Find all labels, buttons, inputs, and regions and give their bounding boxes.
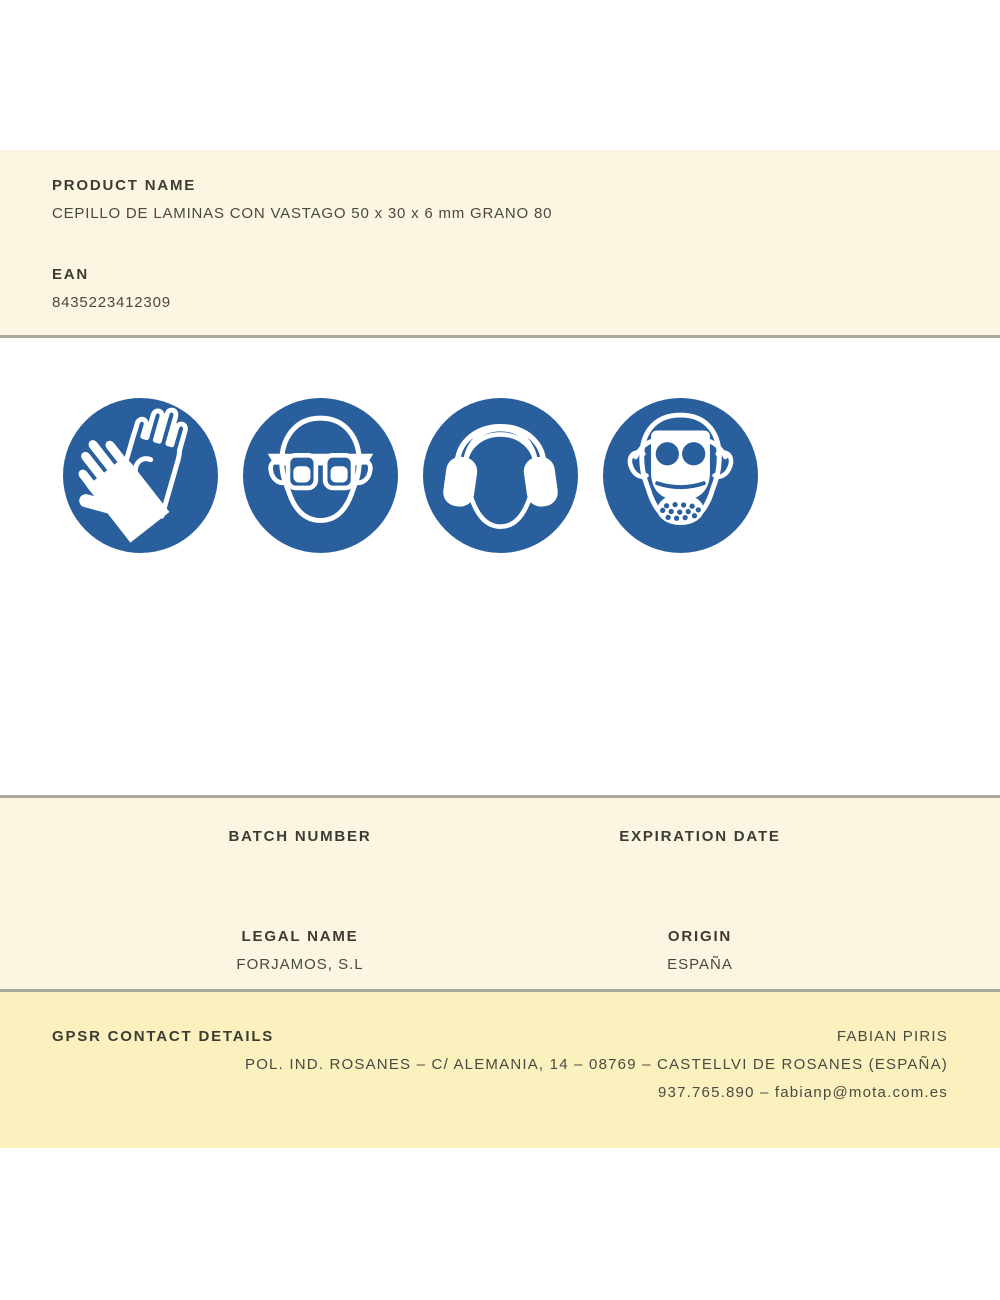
origin-value: ESPAÑA	[667, 956, 733, 973]
safety-icons-section	[0, 338, 1000, 795]
expiration-date-label: EXPIRATION DATE	[619, 828, 781, 845]
ean-value: 8435223412309	[52, 294, 171, 311]
top-margin	[0, 0, 1000, 150]
legal-name-value: FORJAMOS, S.L	[236, 956, 364, 973]
origin-cell	[500, 928, 900, 973]
gpsr-contact-name: FABIAN PIRIS	[836, 1028, 948, 1045]
batch-row	[100, 828, 900, 856]
protective-gloves-icon	[63, 398, 218, 553]
safety-icon-row	[63, 398, 1000, 553]
gpsr-header-row	[52, 1028, 948, 1045]
legal-name-label: LEGAL NAME	[241, 928, 359, 945]
legal-row	[100, 928, 900, 973]
origin-label: ORIGIN	[667, 928, 733, 945]
product-name-value: CEPILLO DE LAMINAS CON VASTAGO 50 x 30 x 6 mm GRANO 80	[52, 205, 553, 222]
eye-protection-icon	[243, 398, 398, 553]
expiration-date-cell	[500, 828, 900, 856]
gpsr-contact-label: GPSR CONTACT DETAILS	[52, 1028, 275, 1045]
respirator-icon	[603, 398, 758, 553]
gpsr-address: POL. IND. ROSANES – C/ ALEMANIA, 14 – 08769 – CASTELLVI DE ROSANES (ESPAÑA)	[244, 1056, 948, 1073]
gpsr-contact-section	[0, 992, 1000, 1148]
ean-label: EAN	[52, 266, 90, 283]
product-info-section	[0, 150, 1000, 338]
product-name-label: PRODUCT NAME	[52, 177, 197, 194]
batch-number-label: BATCH NUMBER	[228, 828, 372, 845]
ear-protection-icon	[423, 398, 578, 553]
ean-block	[52, 266, 948, 311]
legal-name-cell	[100, 928, 500, 973]
gpsr-phone-email: 937.765.890 – fabianp@mota.com.es	[658, 1084, 948, 1101]
batch-info-section	[0, 795, 1000, 992]
batch-number-cell	[100, 828, 500, 856]
